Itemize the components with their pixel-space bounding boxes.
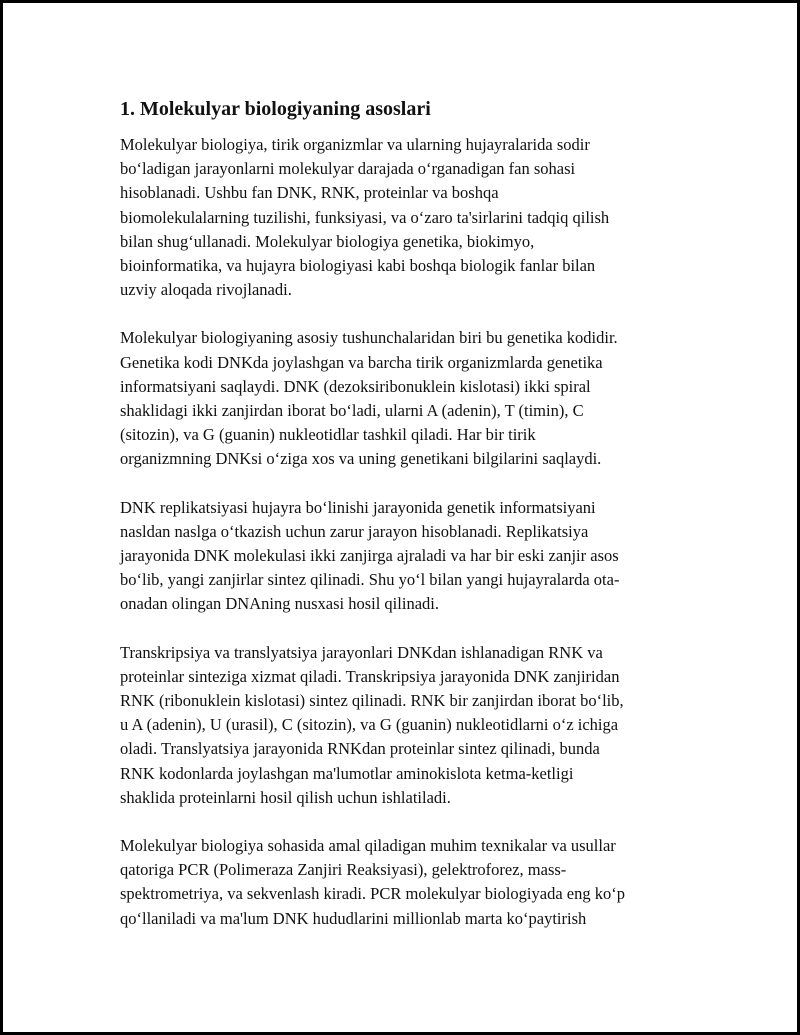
- section-heading: 1. Molekulyar biologiyaning asoslari: [120, 98, 431, 120]
- document-body: [120, 95, 686, 955]
- paragraph-intro: Molekulyar biologiya, tirik organizmlar va ularning hujayralarida sodir bo‘ladigan jarayonlarni molekulyar darajada o‘rganadigan fan sohasi hisoblanadi. Ushbu fan DNK, RNK, proteinlar va boshqa biomolekulalarning tuzilishi, funksiyasi, va o‘zaro ta'sirlarini tadqiq qilish bilan shug‘ullanadi. Molekulyar biologiya genetika, biokimyo, bioinformatika, va hujayra biologiyasi kabi boshqa biologik fanlar bilan uzviy aloqada rivojlanadi.: [120, 135, 610, 300]
- paragraph-genetic-code: Molekulyar biologiyaning asosiy tushunchalaridan biri bu genetika kodidir. Genetika kodi DNKda joylashgan va barcha tirik organizmlarda genetika informatsiyani saqlaydi. DNK (dezoksiribonuklein kislotasi) ikki spiral shaklidagi ikki zanjirdan iborat bo‘ladi, ularni A (adenin), T (timin), C (sitozin), va G (guanin) nukleotidlar tashkil qiladi. Har bir tirik organizmning DNKsi o‘ziga xos va uning genetikani bilgilarini saqlaydi.: [120, 328, 618, 469]
- paragraph-techniques: Molekulyar biologiya sohasida amal qiladigan muhim texnikalar va usullar qatoriga PCR (Polimeraza Zanjiri Reaksiyasi), gelektroforez, mass- spektrometriya, va sekvenlash kiradi. PCR molekulyar biologiyada eng ko‘p qo‘llaniladi va ma'lum DNK hududlarini millionlab marta ko‘paytirish: [120, 836, 625, 928]
- paragraph-transcription-translation: Transkripsiya va translyatsiya jarayonlari DNKdan ishlanadigan RNK va proteinlar sinteziga xizmat qiladi. Transkripsiya jarayonida DNK zanjiridan RNK (ribonuklein kislotasi) sintez qilinadi. RNK bir zanjirdan iborat bo‘lib, u A (adenin), U (urasil), C (sitozin), va G (guanin) nukleotidlarni o‘z ichiga oladi. Translyatsiya jarayonida RNKdan proteinlar sintez qilinadi, bunda RNK kodonlarda joylashgan ma'lumotlar aminokislota ketma-ketligi shaklida proteinlarni hosil qilish uchun ishlatiladi.: [120, 642, 624, 807]
- paragraph-dna-replication: DNK replikatsiyasi hujayra bo‘linishi jarayonida genetik informatsiyani nasldan naslga o‘tkazish uchun zarur jarayon hisoblanadi. Replikatsiya jarayonida DNK molekulasi ikki zanjirga ajraladi va har bir eski zanjir asos bo‘lib, yangi zanjirlar sintez qilinadi. Shu yo‘l bilan yangi hujayralarda ota- onadan olingan DNAning nusxasi hosil qilinadi.: [120, 497, 620, 614]
